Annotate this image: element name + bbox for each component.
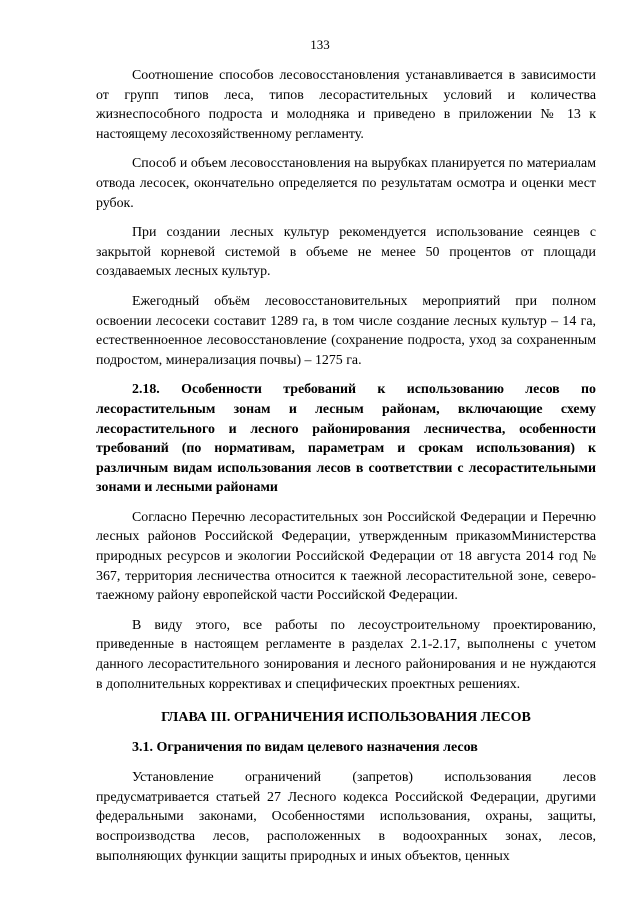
section-heading-2-18: 2.18. Особенности требований к использованию лесов по лесорастительным зонам и лесным районам, включающие схему лесорастительного и лесного районирования лесничества, особенности требований (по нормативам, параметрам и срокам использования) к различным видам использования лесов в соответствии с лесорастительными зонами и лесными районами [96,382,596,496]
paragraph-seedlings: При создании лесных культур рекомендуется использование сеянцев с закрытой корневой системой в объеме не менее 50 процентов от площади создаваемых лесных культур. [96,225,596,280]
paragraph-annual-volume: Ежегодный объём лесовосстановительных мероприятий при полном освоении лесосеки составит 1289 га, в том числе создание лесных культур – 14 га, естественноенное лесовосстановление (сохранение подроста, уход за сохраненным подростом, минерализация почвы) – 1275 га. [96,293,596,368]
paragraph-forest-zones: Согласно Перечню лесорастительных зон Российской Федерации и Перечню лесных районов Российской Федерации, утвержденным приказомМинистерства природных ресурсов и экологии Российской Федерации от 18 августа 2014 год № 367, территория лесничества относится к таежной лесорастительной зоне, северо-таежному району европейской части Российской Федерации. [96,509,596,604]
paragraph-restrictions: Установление ограничений (запретов) использования лесов предусматривается статьей 27 Лесного кодекса Российской Федерации, другими федеральными законами, Особенностями использования, охраны, защиты, воспроизводства лесов, расположенных в водоохранных зонах, лесов, выполняющих функции защиты природных и иных объектов, ценных [96,770,596,864]
chapter-heading: ГЛАВА III. ОГРАНИЧЕНИЯ ИСПОЛЬЗОВАНИЯ ЛЕСОВ [161,710,531,726]
subsection-heading-3-1: 3.1. Ограничения по видам целевого назначения лесов [132,740,478,756]
paragraph-reforestation-volume: Способ и объем лесовосстановления на вырубках планируется по материалам отвода лесосек, окончательно определяется по результатам осмотра и оценки мест рубок. [96,156,596,211]
page-number: 133 [310,37,330,52]
paragraph-conclusion: В виду этого, все работы по лесоустроительному проектированию, приведенные в настоящем регламенте в разделах 2.1-2.17, выполнены с учетом данного лесорастительного зонирования и лесного районирования и не нуждаются в дополнительных коррективах и специфических проектных решениях. [96,617,596,692]
paragraph-reforestation-ratio: Соотношение способов лесовосстановления устанавливается в зависимости от групп типов леса, типов лесорастительных условий и количества жизнеспособного подроста и молодняка и приведено в приложении № 13 к настоящему лесохозяйственному регламенту. [96,68,596,142]
page-body [96,66,596,866]
